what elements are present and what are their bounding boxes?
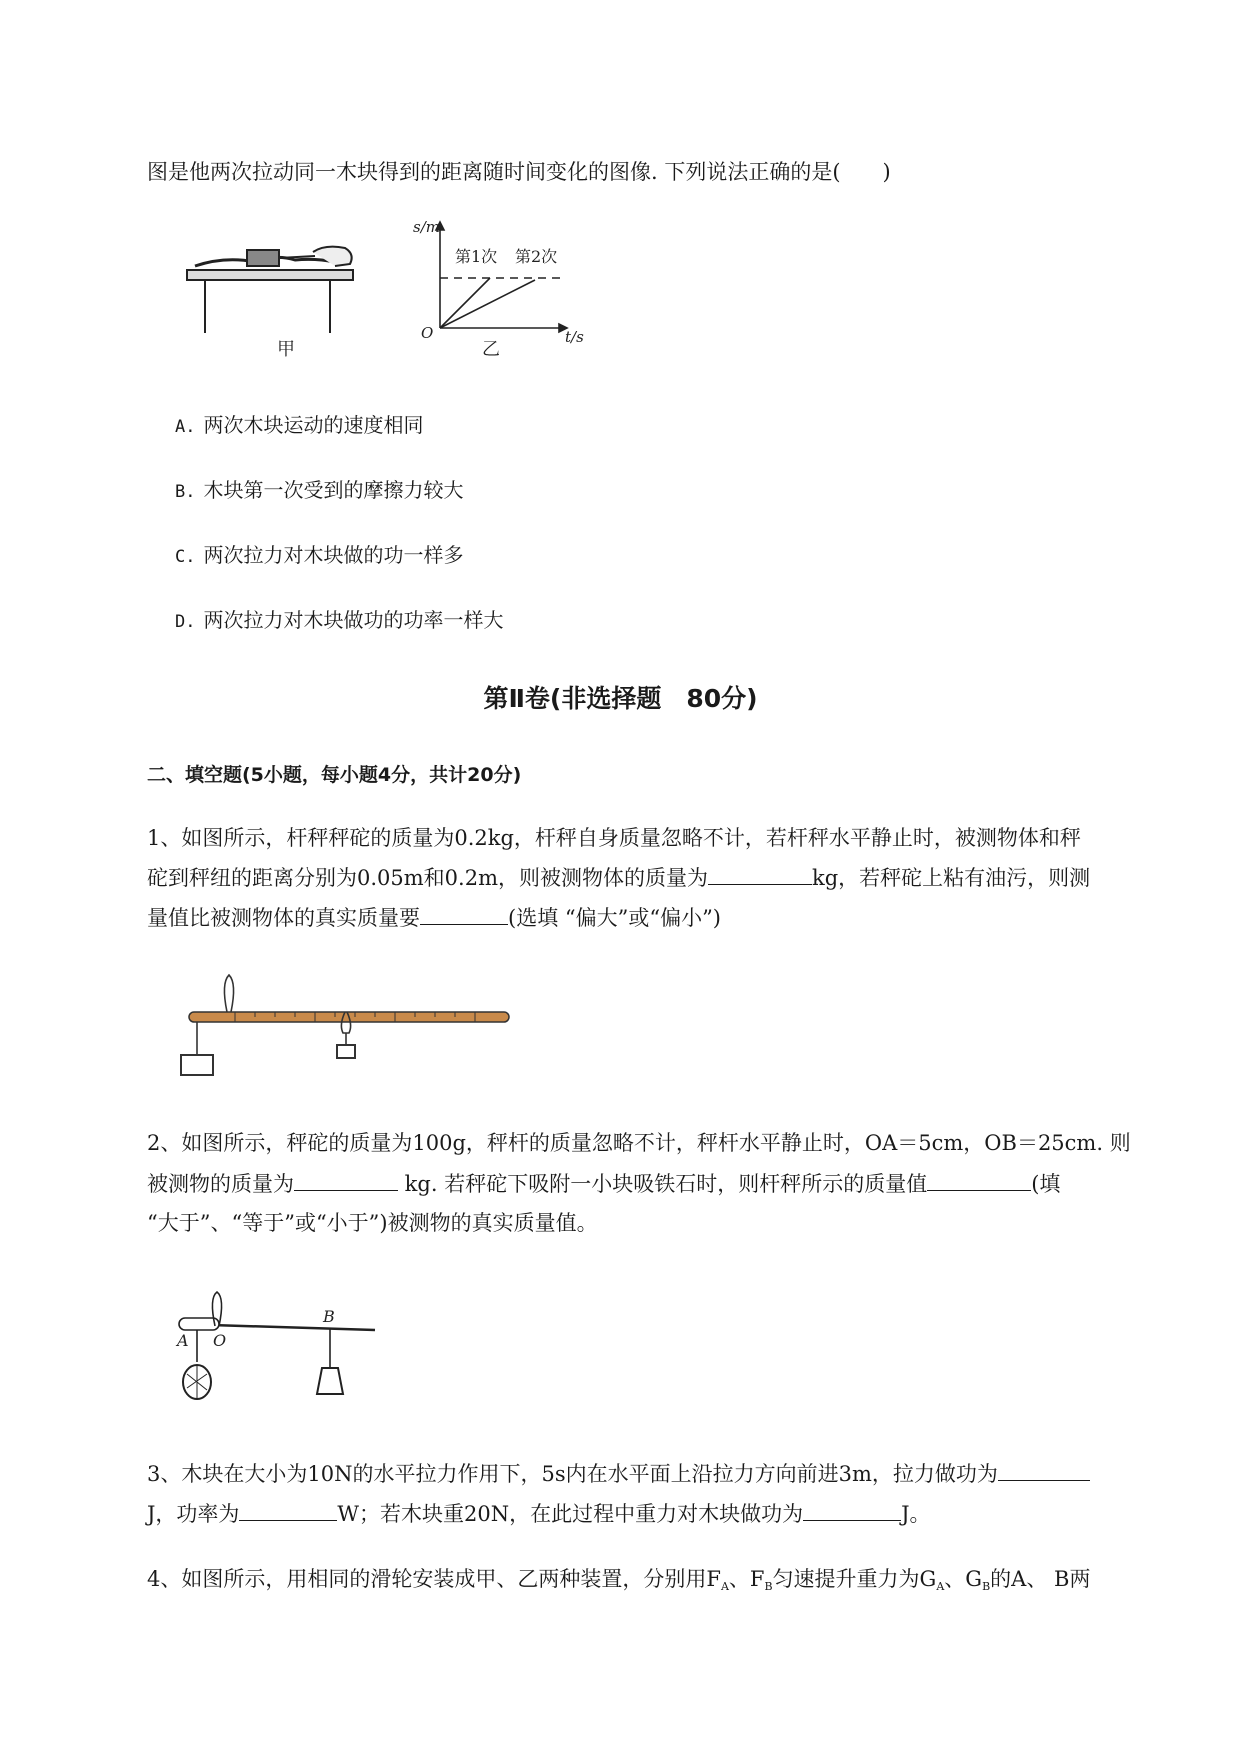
q1-text-a: 砣到秤纽的距离分别为0.05m和0.2m，则被测物体的质量为 bbox=[147, 866, 708, 890]
y-axis-label: s/m bbox=[413, 218, 440, 236]
q4-sub-b2: B bbox=[982, 1580, 991, 1593]
q1-text-d: (选填 “偏大”或“偏小”) bbox=[508, 906, 722, 930]
option-b-label: B. bbox=[175, 482, 196, 502]
q1-line3 bbox=[147, 904, 721, 931]
q4-text-e: 的A、 B两 bbox=[990, 1567, 1091, 1591]
q4-text-d: 、G bbox=[944, 1567, 983, 1591]
q3-line2 bbox=[147, 1500, 931, 1527]
question-stem: 图是他两次拉动同一木块得到的距离随时间变化的图像. 下列说法正确的是( ) bbox=[147, 160, 891, 184]
x-axis-label: t/s bbox=[565, 328, 584, 346]
q3-blank-3[interactable] bbox=[803, 1500, 901, 1521]
q4-line1 bbox=[147, 1566, 1090, 1600]
st-graph bbox=[436, 222, 567, 332]
part2-title: 第Ⅱ卷(非选择题 80分) bbox=[483, 684, 758, 713]
caption-left: 甲 bbox=[277, 339, 295, 360]
q2-text-c: (填 bbox=[1031, 1172, 1061, 1196]
q2-text-b: kg. 若秤砣下吸附一小块吸铁石时，则杆秤所示的质量值 bbox=[398, 1172, 928, 1196]
q1-blank-1[interactable] bbox=[708, 864, 812, 885]
q4-sub-a1: A bbox=[720, 1580, 729, 1593]
q3-line1 bbox=[147, 1460, 1090, 1487]
option-a-text: 两次木块运动的速度相同 bbox=[203, 413, 424, 437]
q3-text-d: J。 bbox=[901, 1502, 931, 1526]
series1-label: 第1次 bbox=[455, 247, 498, 266]
label-a: A bbox=[177, 1331, 189, 1350]
label-b: B bbox=[323, 1307, 335, 1326]
q4-text-b: 、F bbox=[728, 1567, 765, 1591]
steelyard-figure-2 bbox=[175, 1290, 375, 1415]
q2-line1: 2、如图所示，秤砣的质量为100g，秤杆的质量忽略不计，秤杆水平静止时，OA＝5cm，OB＝25cm. 则 bbox=[147, 1131, 1131, 1155]
q2-text-a: 被测物的质量为 bbox=[147, 1172, 294, 1196]
series1-line bbox=[440, 278, 490, 328]
option-c-label: C. bbox=[175, 547, 196, 567]
q1-text-b: kg，若秤砣上粘有油污，则测 bbox=[811, 866, 1091, 890]
q1-line2 bbox=[147, 864, 1090, 891]
q1-text-c: 量值比被测物体的真实质量要 bbox=[147, 906, 420, 930]
q2-line3: “大于”、“等于”或“小于”)被测物的真实质量值。 bbox=[147, 1211, 598, 1235]
option-b-text: 木块第一次受到的摩擦力较大 bbox=[203, 478, 464, 502]
q4-sub-b1: B bbox=[764, 1580, 773, 1593]
q3-text-c: W；若木块重20N，在此过程中重力对木块做功为 bbox=[337, 1502, 804, 1526]
table-figure bbox=[187, 247, 353, 333]
option-d-text: 两次拉力对木块做功的功率一样大 bbox=[203, 608, 504, 632]
caption-right: 乙 bbox=[482, 339, 500, 360]
q1-line1: 1、如图所示，杆秤秤砣的质量为0.2kg，杆秤自身质量忽略不计，若杆秤水平静止时，被测物体和秤 bbox=[147, 826, 1081, 850]
q4-text-c: 匀速提升重力为G bbox=[772, 1567, 937, 1591]
q1-blank-2[interactable] bbox=[420, 904, 508, 925]
q4-sub-a2: A bbox=[936, 1580, 945, 1593]
motion-figure bbox=[185, 218, 595, 368]
steelyard-figure-1 bbox=[175, 965, 525, 1080]
q2-blank-2[interactable] bbox=[927, 1170, 1031, 1191]
option-d-label: D. bbox=[175, 612, 196, 632]
series2-line bbox=[440, 280, 535, 328]
q3-blank-2[interactable] bbox=[239, 1500, 337, 1521]
option-a[interactable] bbox=[175, 412, 423, 440]
option-a-label: A. bbox=[175, 417, 196, 437]
q3-text-b: J，功率为 bbox=[147, 1502, 240, 1526]
option-c-text: 两次拉力对木块做的功一样多 bbox=[203, 543, 464, 567]
series2-label: 第2次 bbox=[515, 247, 558, 266]
option-c[interactable] bbox=[175, 542, 463, 570]
q3-text-a: 3、木块在大小为10N的水平拉力作用下，5s内在水平面上沿拉力方向前进3m，拉力做功为 bbox=[147, 1462, 998, 1486]
label-o: O bbox=[213, 1331, 227, 1350]
section-title: 二、填空题(5小题，每小题4分，共计20分) bbox=[147, 764, 522, 786]
option-d[interactable] bbox=[175, 607, 503, 635]
q4-text-a: 4、如图所示，用相同的滑轮安装成甲、乙两种装置，分别用F bbox=[147, 1567, 721, 1591]
option-b[interactable] bbox=[175, 477, 463, 505]
q3-blank-1[interactable] bbox=[998, 1460, 1090, 1481]
q2-line2 bbox=[147, 1170, 1060, 1197]
q2-blank-1[interactable] bbox=[294, 1170, 398, 1191]
origin-label: O bbox=[421, 324, 434, 342]
